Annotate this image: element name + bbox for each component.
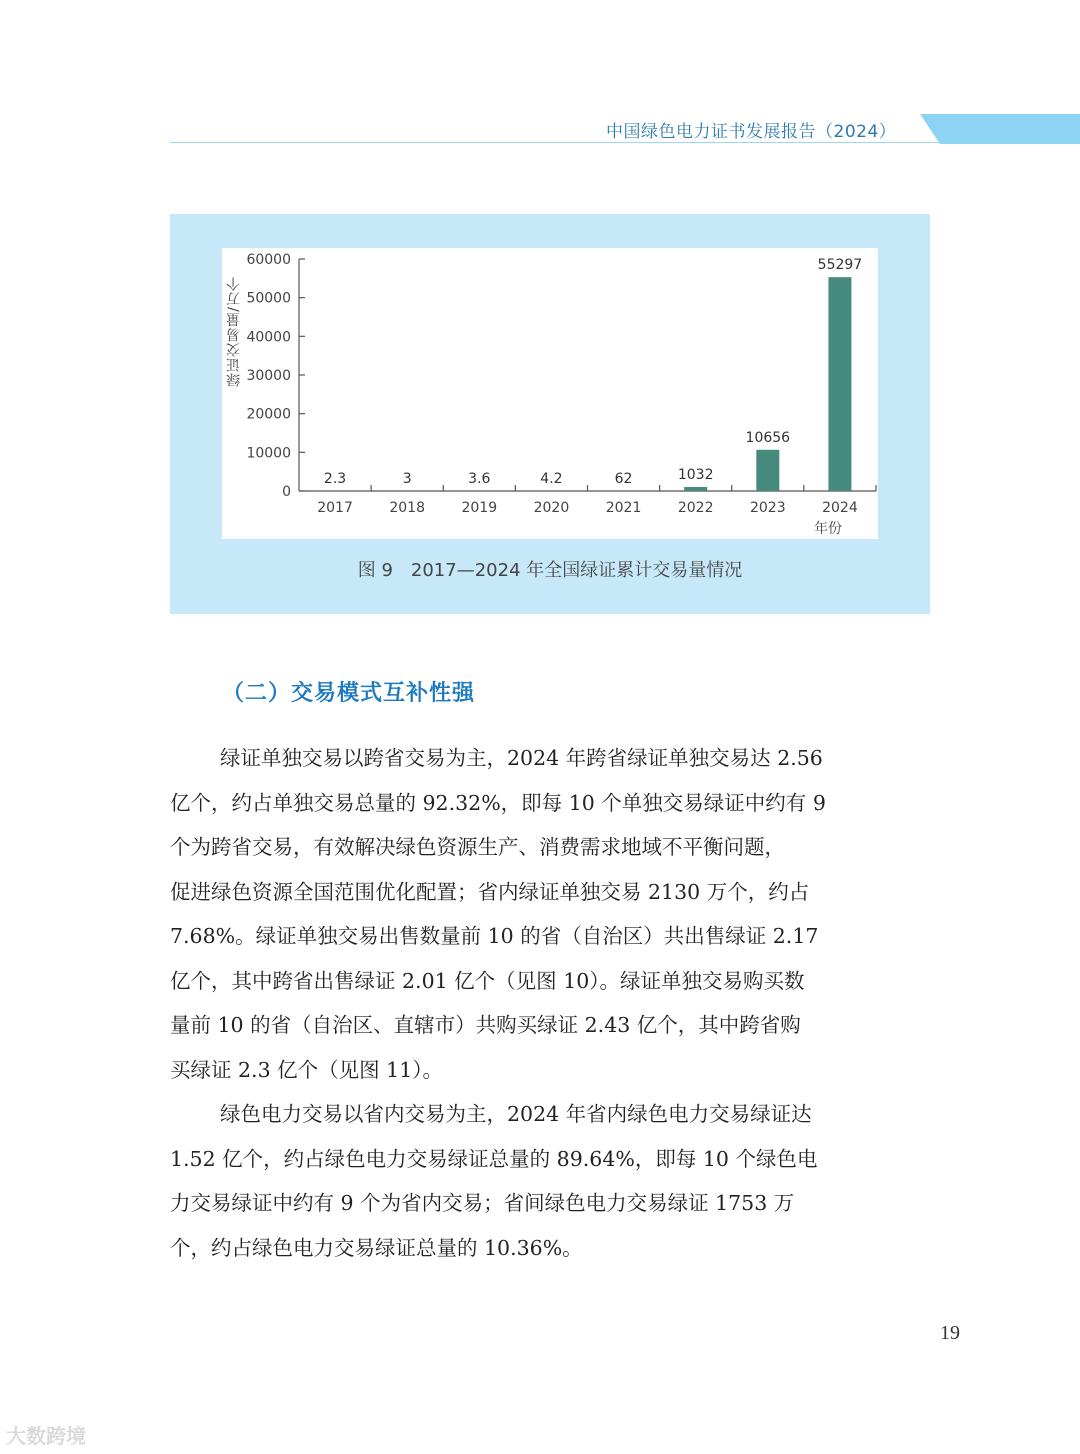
x-axis-label: 年份 (814, 521, 842, 537)
x-tick-label: 2024 (822, 500, 858, 516)
data-label: 4.2 (540, 470, 563, 487)
section-heading: （二）交易模式互补性强 (222, 681, 476, 706)
paragraph-line: 买绿证 2.3 亿个（见图 11）。 (170, 1057, 443, 1082)
paragraph-line: 力交易绿证中约有 9 个为省内交易；省间绿色电力交易绿证 1753 万 (170, 1191, 795, 1215)
x-tick-label: 2019 (461, 500, 498, 516)
paragraph-line: 绿证单独交易以跨省交易为主，2024 年跨省绿证单独交易达 2.56 (220, 746, 823, 770)
x-tick-label: 2022 (677, 500, 714, 516)
y-tick-label: 20000 (246, 406, 291, 423)
paragraph-line: 个为跨省交易，有效解决绿色资源生产、消费需求地域不平衡问题， (170, 835, 785, 859)
paragraph-line: 1.52 亿个，约占绿色电力交易绿证总量的 89.64%，即每 10 个绿色电 (170, 1146, 818, 1171)
data-label: 2.3 (323, 470, 347, 487)
body-paragraph-1 (170, 736, 930, 1092)
paragraph-line: 亿个，约占单独交易总量的 92.32%，即每 10 个单独交易绿证中约有 9 (170, 790, 826, 815)
paragraph-line: 7.68%。绿证单独交易出售数量前 10 的省（自治区）共出售绿证 2.17 (170, 924, 819, 948)
page-number: 19 (940, 1322, 960, 1344)
x-tick-label: 2020 (533, 500, 570, 516)
header-accent-tab (920, 114, 1080, 144)
data-label: 3 (402, 470, 412, 487)
x-tick-label: 2018 (389, 500, 426, 516)
bar (828, 277, 851, 491)
x-tick-label: 2023 (749, 500, 786, 516)
y-tick-label: 40000 (246, 329, 291, 346)
paragraph-line: 量前 10 的省（自治区、直辖市）共购买绿证 2.43 亿个，其中跨省购 (170, 1013, 801, 1037)
y-tick-label: 50000 (246, 290, 291, 307)
bar-chart (222, 248, 878, 539)
x-tick-label: 2021 (605, 500, 642, 516)
watermark-logo: 大数跨境 (6, 1424, 86, 1448)
data-label: 55297 (817, 257, 863, 274)
paragraph-line: 绿色电力交易以省内交易为主，2024 年省内绿色电力交易绿证达 (220, 1102, 812, 1126)
y-tick-label: 60000 (246, 252, 291, 268)
y-axis-label: 绿证交易量/万个 (226, 276, 242, 387)
running-header-title: 中国绿色电力证书发展报告（2024） (606, 122, 897, 142)
y-tick-label: 0 (282, 484, 291, 500)
data-label: 62 (614, 470, 633, 487)
bar (756, 450, 779, 491)
data-label: 10656 (745, 429, 791, 446)
y-tick-label: 30000 (246, 368, 291, 384)
data-label: 3.6 (468, 470, 491, 487)
data-label: 1032 (677, 467, 714, 484)
paragraph-line: 亿个，其中跨省出售绿证 2.01 亿个（见图 10）。绿证单独交易购买数 (170, 968, 805, 993)
figure-caption: 图 9 2017—2024 年全国绿证累计交易量情况 (357, 560, 743, 581)
paragraph-line: 个，约占绿色电力交易绿证总量的 10.36%。 (170, 1235, 583, 1260)
header-rule (170, 142, 940, 143)
chart-area (222, 248, 878, 539)
body-paragraph-2 (170, 1092, 930, 1270)
paragraph-line: 促进绿色资源全国范围优化配置；省内绿证单独交易 2130 万个，约占 (170, 879, 810, 904)
y-tick-label: 10000 (246, 445, 291, 462)
x-tick-label: 2017 (317, 500, 353, 516)
bar (684, 487, 707, 491)
